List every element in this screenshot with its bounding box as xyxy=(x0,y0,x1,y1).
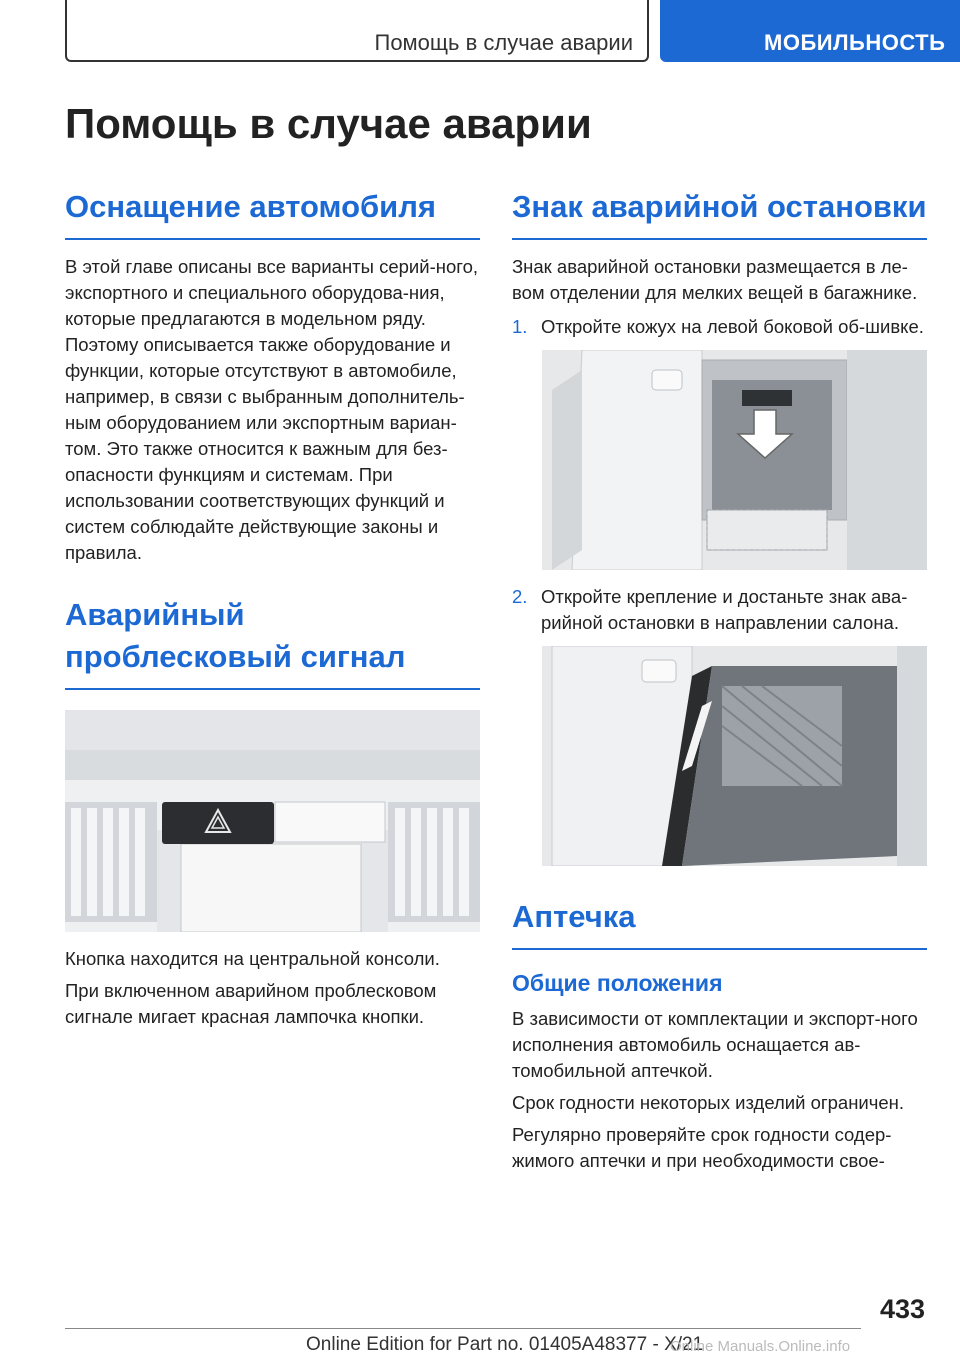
hazard-lamp-text: При включенном аварийном проблесковом сигнале мигает красная лампочка кнопки. xyxy=(65,980,437,1027)
step-number: 1. xyxy=(512,316,528,337)
header-chapter-tab xyxy=(660,0,960,62)
left-column xyxy=(65,186,480,1036)
warning-triangle-removal-image xyxy=(542,646,927,866)
page-number: 433 xyxy=(880,1294,926,1324)
header-chapter-title: МОБИЛЬНОСТЬ xyxy=(764,30,946,55)
steps-list-1 xyxy=(512,314,927,340)
hazard-heading: Аварийный проблесковый сигнал xyxy=(65,594,480,690)
header-section-title: Помощь в случае аварии xyxy=(374,30,633,55)
first-aid-heading: Аптечка xyxy=(512,896,927,950)
step-text: Откройте крепление и достаньте знак ава-рийной остановки в направлении салона. xyxy=(541,586,908,633)
header-section-tab xyxy=(65,0,649,62)
step-text: Откройте кожух на левой боковой об-шивке. xyxy=(541,316,924,337)
left-air-vent xyxy=(65,802,157,922)
footer-divider xyxy=(65,1328,861,1329)
hazard-warning-button xyxy=(162,802,274,844)
dashboard-illustration xyxy=(65,710,480,932)
warning-triangle-text: Знак аварийной остановки размещается в ле-вом отделении для мелких вещей в багажнике. xyxy=(512,256,918,303)
first-aid-text-2: Срок годности некоторых изделий ограничен. xyxy=(512,1092,905,1113)
trunk-compartment-open-illustration xyxy=(542,646,927,866)
vehicle-equipment-text: В этой главе описаны все варианты серий-ного, экспортного и специального оборудова-ния, которые предлагаются в модельном ряду. Поэтому описывается также оборудование и функции, которые отсутствуют в автомобиле, например, в связи с выбранным дополнитель-ным оборудованием или экспортным вариан-том. Это также относится к важным для без-опасности функциям и системам. При использовании соответствующих функций и систем соблюдайте действующие законы и правила. xyxy=(65,256,479,563)
step-number: 2. xyxy=(512,586,528,607)
warning-triangle-heading: Знак аварийной остановки xyxy=(512,186,927,240)
hazard-button-image xyxy=(65,710,480,932)
watermark: Online Manuals.Online.info xyxy=(670,1338,851,1355)
first-aid-text-1: В зависимости от комплектации и экспорт-ного исполнения автомобиль оснащается ав-томобильной аптечкой. xyxy=(512,1008,918,1081)
right-air-vent xyxy=(388,802,480,922)
page-title: Помощь в случае аварии xyxy=(65,100,592,147)
footer-edition: Online Edition for Part no. 01405A48377 - X/21 xyxy=(306,1334,704,1355)
hazard-location-text: Кнопка находится на центральной консоли. xyxy=(65,948,440,969)
step-item xyxy=(512,314,927,340)
first-aid-text-3: Регулярно проверяйте срок годности содер-жимого аптечки и при необходимости свое- xyxy=(512,1124,892,1171)
right-column xyxy=(512,186,927,1180)
vehicle-equipment-heading: Оснащение автомобиля xyxy=(65,186,480,240)
steps-list-2 xyxy=(512,584,927,636)
trunk-side-panel-illustration xyxy=(542,350,927,570)
side-panel-cover-image xyxy=(542,350,927,570)
step-item xyxy=(512,584,927,636)
general-info-subheading: Общие положения xyxy=(512,970,723,996)
